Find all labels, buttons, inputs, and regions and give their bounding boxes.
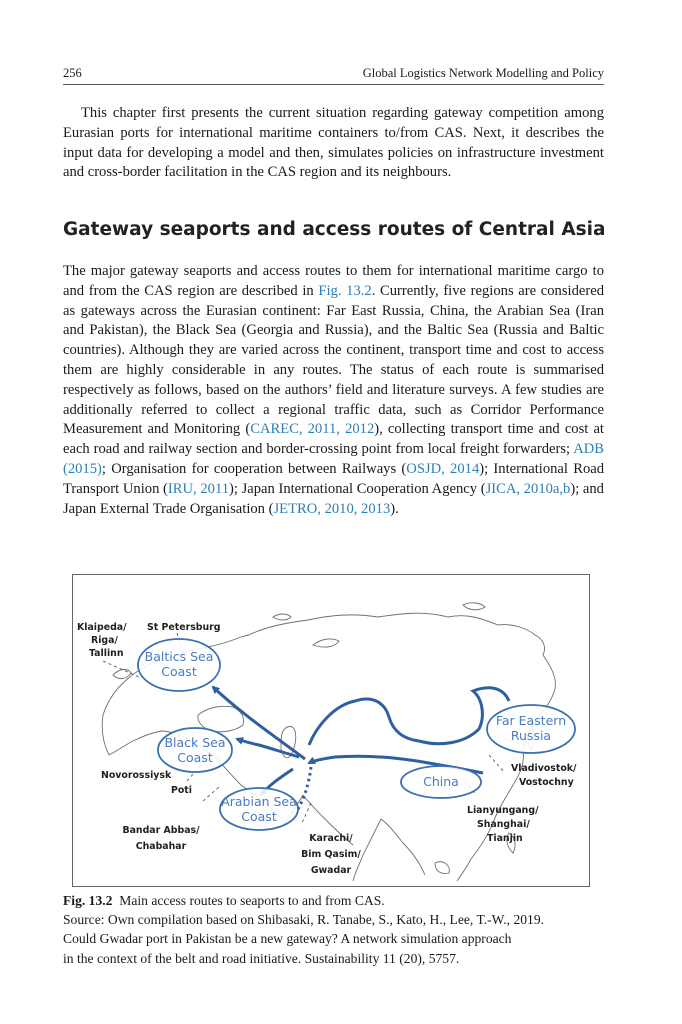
caption-title: Main access routes to seaports to and from CAS. (119, 893, 385, 908)
citation-iru-link[interactable]: IRU, 2011 (167, 480, 229, 497)
running-header (63, 62, 604, 82)
eurasia-route-map (73, 575, 589, 886)
figure-map (72, 574, 590, 887)
port-label-poti: Poti (171, 785, 193, 796)
figure-reference-link[interactable]: Fig. 13.2 (318, 282, 372, 299)
port-label-lianyungang: Lianyungang/ Shanghai/ Tianjin (467, 805, 539, 844)
region-label-baltic: Baltics Sea Coast (144, 649, 214, 679)
port-label-st-petersburg: St Petersburg (147, 622, 221, 633)
section-heading: Gateway seaports and access routes of Central Asia (63, 219, 606, 240)
caption-title-line (63, 891, 604, 910)
port-label-bandar-abbas: Bandar Abbas/ Chabahar (122, 825, 200, 852)
caption-source-line-1: Source: Own compilation based on Shibasaki, R. Tanabe, S., Kato, H., Lee, T.-W., 2019. (63, 912, 545, 928)
region-label-black-sea: Black Sea Coast (164, 735, 226, 765)
citation-jica-link[interactable]: JICA, 2010a,b (485, 480, 571, 497)
planned-route-gwadar (297, 767, 311, 811)
citation-adb-link[interactable]: ADB (2015) (63, 441, 604, 477)
port-label-vladivostok: Vladivostok/ Vostochny (511, 763, 577, 788)
citation-jetro-link[interactable]: JETRO, 2010, 2013 (273, 500, 391, 517)
caption-source-line-2: Could Gwadar port in Pakistan be a new gateway? A network simulation approach (63, 931, 512, 947)
page-number: 256 (63, 66, 82, 80)
route-to-far-east (309, 688, 509, 745)
caption-label: Fig. 13.2 (63, 893, 113, 908)
port-label-novorossiysk: Novorossiysk (101, 770, 172, 781)
header-rule (63, 84, 604, 85)
running-title: Global Logistics Network Modelling and Policy (362, 66, 604, 80)
port-label-karachi: Karachi/ Bim Qasim/ Gwadar (301, 833, 361, 876)
region-label-china: China (423, 774, 459, 789)
port-label-klaipeda: Klaipeda/ Riga/ Tallinn (77, 622, 127, 659)
region-label-arabian-sea: Arabian Sea Coast (221, 794, 297, 824)
body-paragraph: The major gateway seaports and access routes to them for international maritime cargo to and from the CAS region are described in Fig. 13.2. Currently, five regions are considered as gateways across the Eurasian continent: Far East Russia, China, the Arabian Sea (Iran and Pakistan), the Black Sea (Georgia and Russia), and the Baltic Sea (Russia and Baltic countries). Although they are varied across the continent, transport time and cost to access them are highly considerable in any routes. The status of each route is summarised respectively as follows, based on the authors’ field and literature surveys. A few studies are additionally referred to collect a regional traffic data, such as Corridor Performance Measurement and Monitoring (CAREC, 2011, 2012), collecting transport time and cost at each road and railway section and border-crossing point from local freight forwarders; ADB (2015); Organisation for cooperation between Railways (OSJD, 2014); International Road Transport Union (IRU, 2011); Japan International Cooperation Agency (JICA, 2010a,b); and Japan External Trade Organisation (JETRO, 2010, 2013). (63, 263, 605, 517)
region-label-far-east: Far Eastern Russia (495, 713, 567, 743)
citation-carec-link[interactable]: CAREC, 2011, 2012 (250, 421, 375, 438)
figure-caption (63, 891, 604, 968)
caption-source-line-3: in the context of the belt and road initiative. Sustainability 11 (20), 5757. (63, 950, 460, 966)
citation-osjd-link[interactable]: OSJD, 2014 (406, 460, 480, 477)
intro-paragraph: This chapter first presents the current situation regarding gateway competition among Eurasian ports for international maritime containers to/from CAS. Next, it describes the input data for developing a model and then, simulates policies on infrastructure investment and cross-border facilitation in the CAS region and its neighbours. (63, 105, 604, 181)
